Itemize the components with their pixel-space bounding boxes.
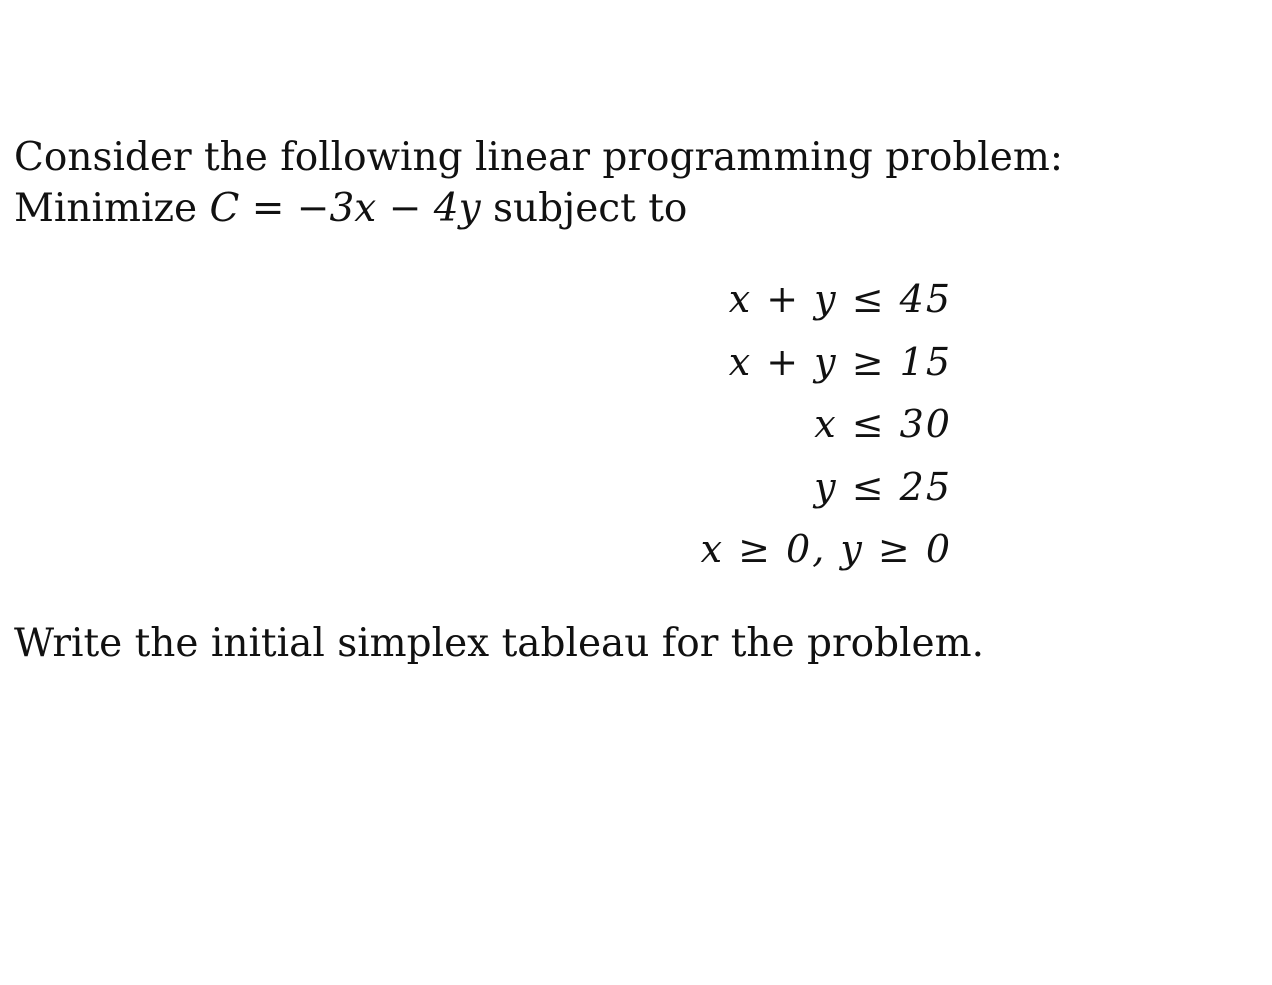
objective-line [14, 186, 688, 231]
constraint-nonnegativity: x ≥ 0, y ≥ 0 [700, 527, 952, 571]
constraint-row [700, 527, 952, 593]
subject-to-label: subject to [493, 186, 688, 231]
constraint-row [701, 464, 952, 531]
constraint-x-upper: x ≤ 30 [814, 402, 952, 446]
task-statement: Write the initial simplex tableau for the problem. [14, 621, 984, 666]
constraint-sum-upper: x + y ≤ 45 [728, 277, 952, 321]
constraint-row [701, 402, 952, 468]
constraint-list [700, 277, 952, 593]
constraint-sum-lower: x + y ≥ 15 [728, 339, 952, 384]
constraint-y-upper: y ≤ 25 [814, 464, 952, 509]
minimize-label: Minimize [14, 186, 198, 231]
constraint-row [701, 277, 952, 343]
objective-function: C = −3x − 4y [209, 186, 481, 231]
problem-intro: Consider the following linear programming problem: [14, 135, 1063, 180]
constraint-row [701, 339, 952, 406]
